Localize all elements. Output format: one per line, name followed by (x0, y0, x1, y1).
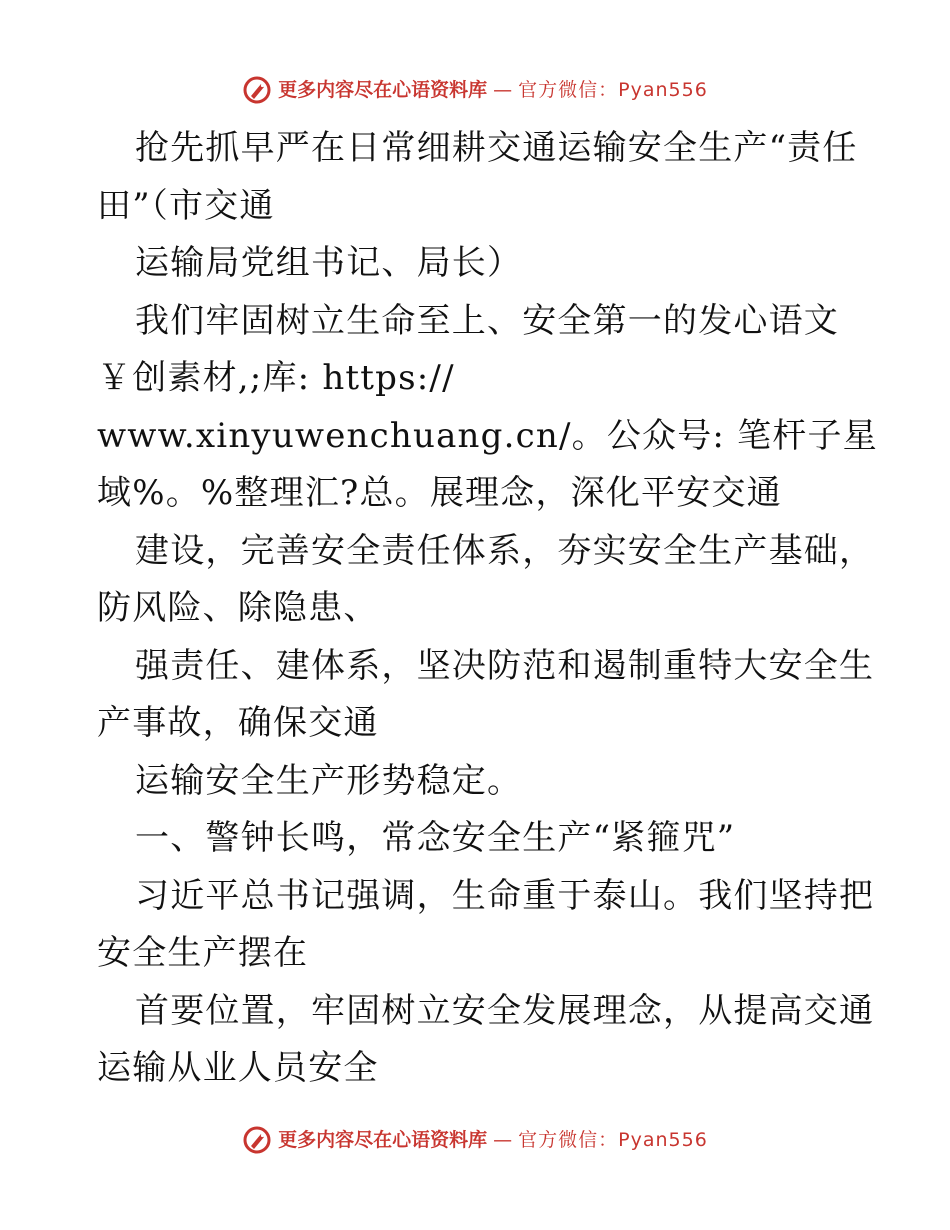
text-line: 首要位置，牢固树立安全发展理念，从提高交通 (135, 990, 875, 1031)
text-line: ￥创素材,;库: https:// (97, 358, 455, 398)
footer-banner (0, 1120, 950, 1160)
text-line: 习近平总书记强调，生命重于泰山。我们坚持把 (135, 875, 875, 916)
text-line: 运输安全生产形势稳定。 (135, 760, 523, 801)
text-line: 域%。%整理汇?总。展理念，深化平安交通 (97, 473, 782, 513)
banner-dash: — (493, 78, 513, 101)
banner-site-name: 更多内容尽在心语资料库 (278, 1128, 488, 1151)
text-line: 产事故，确保交通 (97, 703, 379, 743)
pen-nib-logo-icon (242, 75, 272, 105)
text-line: 抢先抓早严在日常细耕交通运输安全生产“责任 (135, 128, 858, 168)
text-line: www.xinyuwenchuang.cn/。公众号: 笔杆子星 (97, 415, 878, 456)
text-line: 运输从业人员安全 (97, 1048, 379, 1088)
text-line: 安全生产摆在 (97, 933, 309, 973)
banner-wechat: 官方微信：Pyan556 (518, 78, 708, 101)
banner-dash: — (493, 1128, 513, 1151)
text-line: 一、警钟长鸣，常念安全生产“紧箍咒” (135, 818, 736, 858)
banner-wechat: 官方微信：Pyan556 (518, 1128, 708, 1151)
document-body (97, 120, 878, 1098)
text-line: 强责任、建体系，坚决防范和遏制重特大安全生 (135, 645, 875, 686)
text-line: 防风险、除隐患、 (97, 588, 379, 628)
header-banner (0, 70, 950, 110)
text-line: 田”（市交通 (97, 185, 275, 226)
text-line: 运输局党组书记、局长） (135, 243, 523, 283)
pen-nib-logo-icon (242, 1125, 272, 1155)
text-line: 我们牢固树立生命至上、安全第一的发心语文 (135, 300, 839, 341)
text-line: 建设，完善安全责任体系，夯实安全生产基础， (135, 530, 875, 571)
banner-site-name: 更多内容尽在心语资料库 (278, 78, 488, 101)
